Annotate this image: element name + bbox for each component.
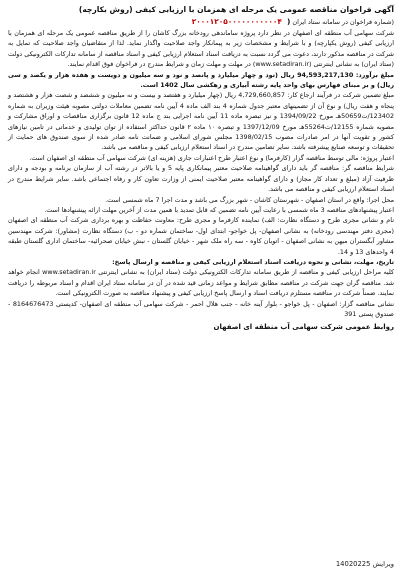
- intro-paragraph: شرکت سهامی آب منطقه ای اصفهان در نظر دارد پروژه ساماندهی رودخانه بزرگ کاشان را از طریق مناقصه عمومی یک مرحله ای همزمان با ارزیابی کیفی (روش یکپارچه) و با شرایط و مشخصات زیر به پیمانکار واجد صلاحیت واگذار نماید. لذا از متقاضیان واجد صلاحیت که تمایل به شرکت در مناقصه مذکور دارند، دعوت می گردد نسبت به دریافت اسناد استعلام ارزیابی کیفی و اسناد مناقصه از سامانه تدارکات الکترونیکی دولت (ستاد ایران) به نشانی اینترنتی (www.setadiran.ir) در مهلت و مهلت زمان و شرایط مندرج در فراخوان فوق اقدام نمایند.: [8, 29, 394, 69]
- contact-paragraph: نشانی مناقصه گزار: اصفهان - پل خواجو - بلوار آینه خانه - جنب هلال احمر - شرکت سهامی آب منطقه ای اصفهان- کدپستی 8164676473 - صندوق پستی 391: [8, 299, 394, 318]
- edition-footer: ویرایش 14020225: [335, 560, 394, 568]
- validity-paragraph: اعتبار پیشنهادهای مناقصه 3 ماه شمسی با رعایت آیین نامه تضمین که قابل تمدید با همین مدت از آخرین مهلت ارائه پیشنهادها است.: [44, 205, 394, 214]
- registration-prefix: (شماره فراخوان در سامانه ستاد ایران: [292, 18, 394, 26]
- dates-heading: تاریخ، مهلت، نشانی و نحوه دریافت اسناد استعلام ارزیابی کیفی و مناقصه و ارسال پاسخ:: [112, 257, 394, 266]
- location-paragraph: محل اجرا: واقع در استان اصفهان - شهرستان کاشان - شهر بزرگ می باشد و مدت اجرا 7 ماه شمسی است.: [105, 195, 394, 204]
- guarantee-paragraph: مبلغ تضمین شرکت در فرآیند ارجاع کار: 4,729,660,857 ریال (چهار میلیارد و هفتصد و بیست و نه میلیون و ششصد و شصت هزار و هشتصد و پنجاه و هفت ریال) و نوع آن از تضمینهای معتبر جدول شماره 4 بند الف ماده 4 آیین نامه تضمین معاملات دولتی مصوبه هیئت وزیران به شماره 123402/ت50659هـ مورخ 1394/09/22 و نیز تبصره ماده 11 آیین نامه اجرایی بند ج ماده 12 قانون برگزاری مناقصات و اوراق مشارکت و مصوبه شماره 12155/ت55264هـ مورخ 1397/12/09 و تبصره ۱۰ ماده ۲ قانون حداکثر استفاده از توان تولیدی و خدماتی در تامین نیازهای کشور و تقویت آنها در امر صادرات مصوب 1398/02/15 مجلس شورای اسلامی و ضمانت نامه صادر شده از سوی صندوق های حمایت از تحقیقات و توسعه صنایع پیشرفته باشد. سایر تضامین مندرج در اسناد استعلام ارزیابی کیفی و مناقصه می باشد.: [8, 91, 395, 152]
- registration-line: [8, 16, 394, 28]
- registration-number: ۲۰۰۰۱۲۰۵۰۰۰۰۰۰۰۰۰۰۰۴: [191, 17, 282, 26]
- estimate-paragraph: مبلغ برآورد: 94,593,217,130 ریال (نود و چهار میلیارد و پانصد و نود و سه میلیون و دویست و هفده هزار و یکصد و سی ریال) و بر مبنای فهارس بهای واحد پایه رشته آبیاری و زهکشی سال 1402 است.: [8, 70, 394, 90]
- download-paragraph: کلیه مراحل ارزیابی کیفی و مناقصه از طریق سامانه تدارکات الکترونیکی دولت (ستاد ایران) به نشانی اینترنتی www.setadiran.ir انجام خواهد شد. مناقصه گران جهت شرکت در مناقصه مطابق شرایط و مواعد زمانی قید شده در آن در سامانه ستاد ایران اقدام و اسناد مربوطه را دریافت نمایند. ضمناً شرکت در مناقصه مستلزم دریافت اسناد و ارسال پاسخ ارزیابی کیفی و پیشنهاد مناقصه به صورت الکترونیکی است.: [8, 268, 394, 298]
- credit-paragraph: اعتبار پروژه: مالی توسط مناقصه گزار (کارفرما) و نوع اعتبار طرح اعتبارات جاری (هزینه ای) شرکت سهامی آب منطقه ای اصفهان است.: [29, 153, 394, 162]
- notice-title: آگهی فراخوان مناقصه عمومی یک مرحله ای همزمان با ارزیابی کیفی (روش بکارچه): [78, 5, 394, 14]
- registration-suffix: ): [286, 17, 291, 26]
- conditions-paragraph: شرایط مناقصه گر: مناقصه گر باید دارای گواهینامه صلاحیت معتبر پیمانکاری پایه 5 و یا بالاتر در رشته آب از سازمان برنامه و بودجه و دارای ظرفیت آزاد (مبلغ و تعداد کار مجاز) و دارای گواهینامه معتبر صلاحیت ایمنی از وزارت تعاون کار و رفاه اجتماعی باشد. سایر شرایط مندرج در اسناد استعلام ارزیابی کیفی و مناقصه می باشد.: [8, 164, 395, 194]
- signature: روابط عمومی شرکت سهامی آب منطقه ای اصفهان: [213, 323, 394, 332]
- address-paragraph: نام و نشانی مجری طرح و دستگاه نظارت: الف) نماینده کارفرما و مجری طرح: معاونت حفاظت و بهره برداری شرکت آب منطقه ای اصفهان (مجری دفتر مهندسی رودخانه) به نشانی اصفهان- پل خواجو- ابتدای اول- ساختمان شماره دو - ب) دستگاه نظارت (مشاور): شرکت مهندسین مشاور آبگستران میهن به نشانی اصفهان - اتوبان کاوه - سه راه ملک شهر - خیابان گلستان - نبش خیابان صحرائیه- ساختمان اداری گلستان طبقه 4 واحدهای 13 و 14.: [8, 216, 394, 256]
